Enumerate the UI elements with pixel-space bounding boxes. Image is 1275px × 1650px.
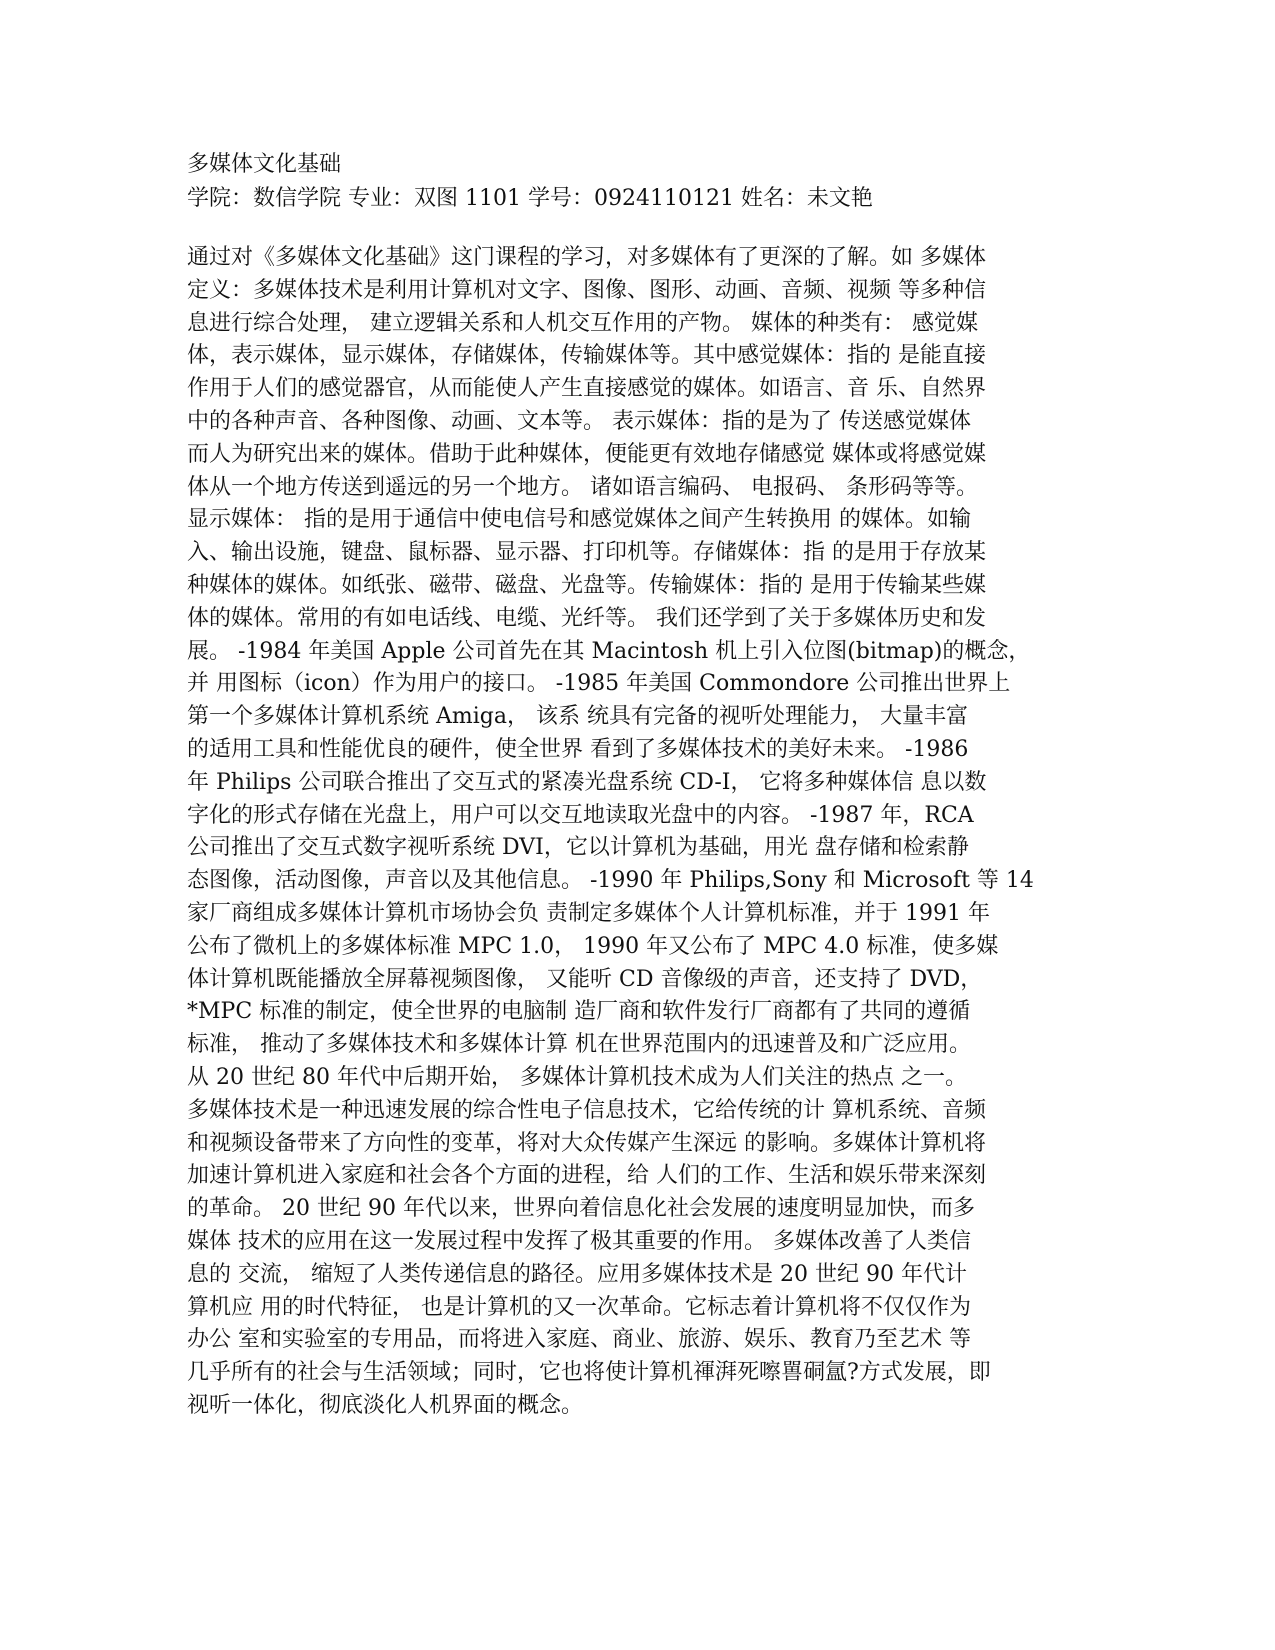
body-text-line: 息的 交流， 缩短了人类传递信息的路径。应用多媒体技术是 20 世纪 90 年代计 <box>187 1261 967 1287</box>
body-text-line: 种媒体的媒体。如纸张、磁带、磁盘、光盘等。传输媒体：指的 是用于传输某些媒 <box>187 572 986 598</box>
body-text-line: 态图像，活动图像，声音以及其他信息。 -1990 年 Philips,Sony 和 Microsoft 等 14 <box>187 868 1034 894</box>
body-text-line: 字化的形式存储在光盘上，用户可以交互地读取光盘中的内容。 -1987 年，RCA <box>187 802 974 828</box>
body-text-line: 而人为研究出来的媒体。借助于此种媒体，便能更有效地存储感觉 媒体或将感觉媒 <box>187 441 986 467</box>
body-text-line: 显示媒体： 指的是用于通信中使电信号和感觉媒体之间产生转换用 的媒体。如输 <box>187 507 971 533</box>
body-text-line: 标准， 推动了多媒体技术和多媒体计算 机在世界范围内的迅速普及和广泛应用。 <box>187 1032 971 1058</box>
body-text-line: 并 用图标（icon）作为用户的接口。 -1985 年美国 Commondore 公司推出世界上 <box>187 671 1011 697</box>
body-text-line: 年 Philips 公司联合推出了交互式的紧凑光盘系统 CD-I， 它将多种媒体信 息以数 <box>187 769 987 795</box>
body-text-line: 定义：多媒体技术是利用计算机对文字、图像、图形、动画、音频、视频 等多种信 <box>187 277 986 303</box>
body-text-line: 第一个多媒体计算机系统 Amiga， 该系 统具有完备的视听处理能力， 大量丰富 <box>187 704 968 730</box>
body-text-line: 展。 -1984 年美国 Apple 公司首先在其 Macintosh 机上引入位图(bitmap)的概念， <box>187 638 1031 664</box>
body-text-line: 多媒体技术是一种迅速发展的综合性电子信息技术，它给传统的计 算机系统、音频 <box>187 1097 986 1123</box>
author-info-line: 学院：数信学院 专业：双图 1101 学号：0924110121 姓名：未文艳 <box>187 186 873 211</box>
body-text-line: 通过对《多媒体文化基础》这门课程的学习，对多媒体有了更深的了解。如 多媒体 <box>187 245 986 270</box>
body-text-line: 媒体 技术的应用在这一发展过程中发挥了极其重要的作用。 多媒体改善了人类信 <box>187 1228 971 1254</box>
body-text-line: 息进行综合处理， 建立逻辑关系和人机交互作用的产物。 媒体的种类有： 感觉媒 <box>187 310 978 336</box>
body-text-line: 入、输出设施，键盘、鼠标器、显示器、打印机等。存储媒体：指 的是用于存放某 <box>187 540 986 566</box>
body-text-line: 和视频设备带来了方向性的变革，将对大众传媒产生深远 的影响。多媒体计算机将 <box>187 1130 986 1156</box>
body-text-line: 从 20 世纪 80 年代中后期开始， 多媒体计算机技术成为人们关注的热点 之一。 <box>187 1064 967 1090</box>
body-text-line: 中的各种声音、各种图像、动画、文本等。 表示媒体：指的是为了 传送感觉媒体 <box>187 408 971 434</box>
body-text-line: 体的媒体。常用的有如电话线、电缆、光纤等。 我们还学到了关于多媒体历史和发 <box>187 605 986 631</box>
body-text-line: 体计算机既能播放全屏幕视频图像， 又能听 CD 音像级的声音，还支持了 DVD， <box>187 966 983 992</box>
body-text-line: 的适用工具和性能优良的硬件，使全世界 看到了多媒体技术的美好未来。 -1986 <box>187 736 969 762</box>
body-text-line: 公司推出了交互式数字视听系统 DVI，它以计算机为基础，用光 盘存储和检索静 <box>187 835 969 861</box>
body-text-line: 几乎所有的社会与生活领域；同时，它也将使计算机禈湃死嚓嘼硐氲?方式发展，即 <box>187 1360 991 1386</box>
document-body <box>187 242 1102 1423</box>
body-text-line: 算机应 用的时代特征， 也是计算机的又一次革命。它标志着计算机将不仅仅作为 <box>187 1294 971 1320</box>
body-text-line: 作用于人们的感觉器官，从而能使人产生直接感觉的媒体。如语言、音 乐、自然界 <box>187 376 986 402</box>
body-text-line: 公布了微机上的多媒体标准 MPC 1.0， 1990 年又公布了 MPC 4.0 标准，使多媒 <box>187 933 999 959</box>
body-text-line: *MPC 标准的制定，使全世界的电脑制 造厂商和软件发行厂商都有了共同的遵循 <box>187 999 971 1025</box>
body-text-line: 视听一体化，彻底淡化人机界面的概念。 <box>187 1392 584 1418</box>
document-title: 多媒体文化基础 <box>187 152 342 177</box>
document-header <box>187 148 1087 216</box>
body-text-line: 的革命。 20 世纪 90 年代以来，世界向着信息化社会发展的速度明显加快，而多 <box>187 1196 975 1222</box>
body-text-line: 体，表示媒体，显示媒体，存储媒体，传输媒体等。其中感觉媒体：指的 是能直接 <box>187 343 986 369</box>
body-text-line: 办公 室和实验室的专用品，而将进入家庭、商业、旅游、娱乐、教育乃至艺术 等 <box>187 1327 971 1353</box>
body-text-line: 加速计算机进入家庭和社会各个方面的进程，给 人们的工作、生活和娱乐带来深刻 <box>187 1163 986 1189</box>
body-text-line: 体从一个地方传送到遥远的另一个地方。 诸如语言编码、 电报码、 条形码等等。 <box>187 474 978 500</box>
body-text-line: 家厂商组成多媒体计算机市场协会负 责制定多媒体个人计算机标准，并于 1991 年 <box>187 900 990 926</box>
